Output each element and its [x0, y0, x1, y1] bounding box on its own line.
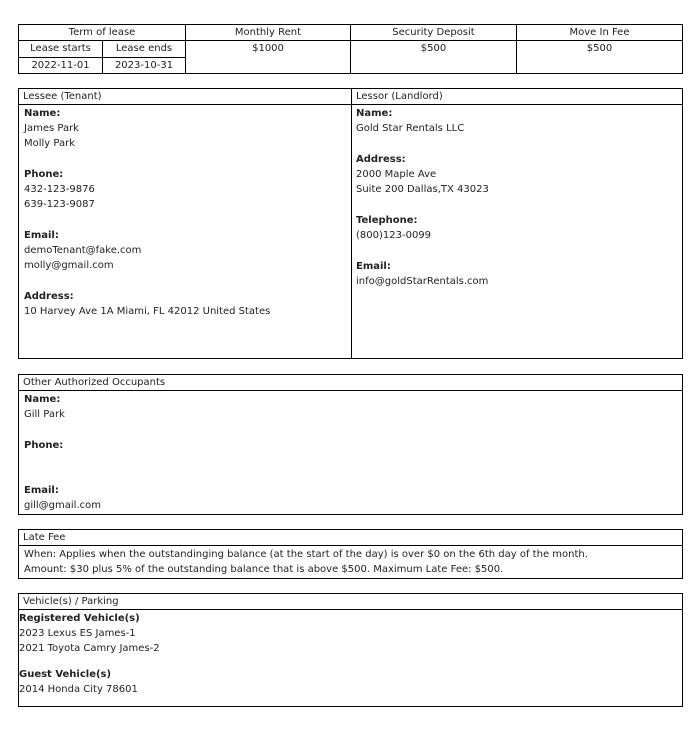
term-of-lease-header: Term of lease — [68, 27, 136, 38]
lessor-email: info@goldStarRentals.com — [356, 276, 489, 287]
lease-ends-value: 2023-10-31 — [114, 60, 174, 71]
guest-vehicle: 2014 Honda City 78601 — [19, 684, 138, 695]
late-fee-section — [18, 529, 683, 579]
occupants-header: Other Authorized Occupants — [23, 377, 166, 388]
lessor-address-label: Address: — [356, 154, 406, 165]
lessee-phone-label: Phone: — [24, 169, 64, 180]
lessee-address-label: Address: — [24, 291, 74, 302]
late-fee-when: When: Applies when the outstandinging balance (at the start of the day) is over $0 on the 6th day of the month. — [24, 549, 588, 560]
late-fee-header: Late Fee — [23, 532, 66, 543]
vehicles-header: Vehicle(s) / Parking — [23, 596, 119, 607]
late-fee-amount: Amount: $30 plus 5% of the outstanding balance that is above $500. Maximum Late Fee: $500. — [24, 564, 504, 575]
lessor-email-label: Email: — [356, 261, 391, 272]
lessee-phone: 432-123-9876 — [24, 184, 95, 195]
lessor-header: Lessor (Landlord) — [356, 91, 443, 102]
registered-vehicle: 2023 Lexus ES James-1 — [19, 628, 136, 639]
registered-vehicle: 2021 Toyota Camry James-2 — [19, 643, 160, 654]
lessor-telephone-label: Telephone: — [356, 215, 418, 226]
occupant-email-label: Email: — [24, 485, 59, 496]
registered-vehicles-label: Registered Vehicle(s) — [19, 613, 140, 624]
occupant-email: gill@gmail.com — [24, 500, 101, 511]
lessee-name: Molly Park — [24, 138, 76, 149]
move-in-fee-value: $500 — [586, 43, 613, 54]
lease-terms-table — [18, 24, 683, 74]
lessee-header: Lessee (Tenant) — [23, 91, 102, 102]
lessee-email: molly@gmail.com — [24, 260, 114, 271]
divider — [19, 545, 682, 546]
lease-starts-label: Lease starts — [30, 43, 91, 54]
move-in-fee-header: Move In Fee — [569, 27, 630, 38]
security-deposit-value: $500 — [420, 43, 447, 54]
guest-vehicles-label: Guest Vehicle(s) — [19, 669, 112, 680]
lease-starts-value: 2022-11-01 — [31, 60, 90, 71]
lessor-name: Gold Star Rentals LLC — [356, 123, 465, 134]
lessee-name-label: Name: — [24, 108, 61, 119]
lessee-name: James Park — [24, 123, 79, 134]
divider — [351, 89, 352, 358]
lessee-phone: 639-123-9087 — [24, 199, 95, 210]
lessee-email: demoTenant@fake.com — [24, 245, 142, 256]
lessor-address: Suite 200 Dallas,TX 43023 — [356, 184, 489, 195]
lessor-address: 2000 Maple Ave — [356, 169, 437, 180]
lessee-address: 10 Harvey Ave 1A Miami, FL 42012 United States — [24, 306, 271, 317]
monthly-rent-header: Monthly Rent — [234, 27, 302, 38]
lessor-telephone: (800)123-0099 — [356, 230, 432, 241]
occupants-section — [18, 374, 683, 515]
occupant-name-label: Name: — [24, 394, 61, 405]
divider — [19, 609, 682, 610]
lessee-email-label: Email: — [24, 230, 59, 241]
lessor-name-label: Name: — [356, 108, 393, 119]
monthly-rent-value: $1000 — [252, 43, 284, 54]
divider — [19, 390, 682, 391]
vehicles-section — [18, 593, 683, 707]
occupant-phone-label: Phone: — [24, 440, 64, 451]
occupant-name: Gill Park — [24, 409, 65, 420]
security-deposit-header: Security Deposit — [392, 27, 475, 38]
lease-ends-label: Lease ends — [115, 43, 173, 54]
parties-section — [18, 88, 683, 359]
